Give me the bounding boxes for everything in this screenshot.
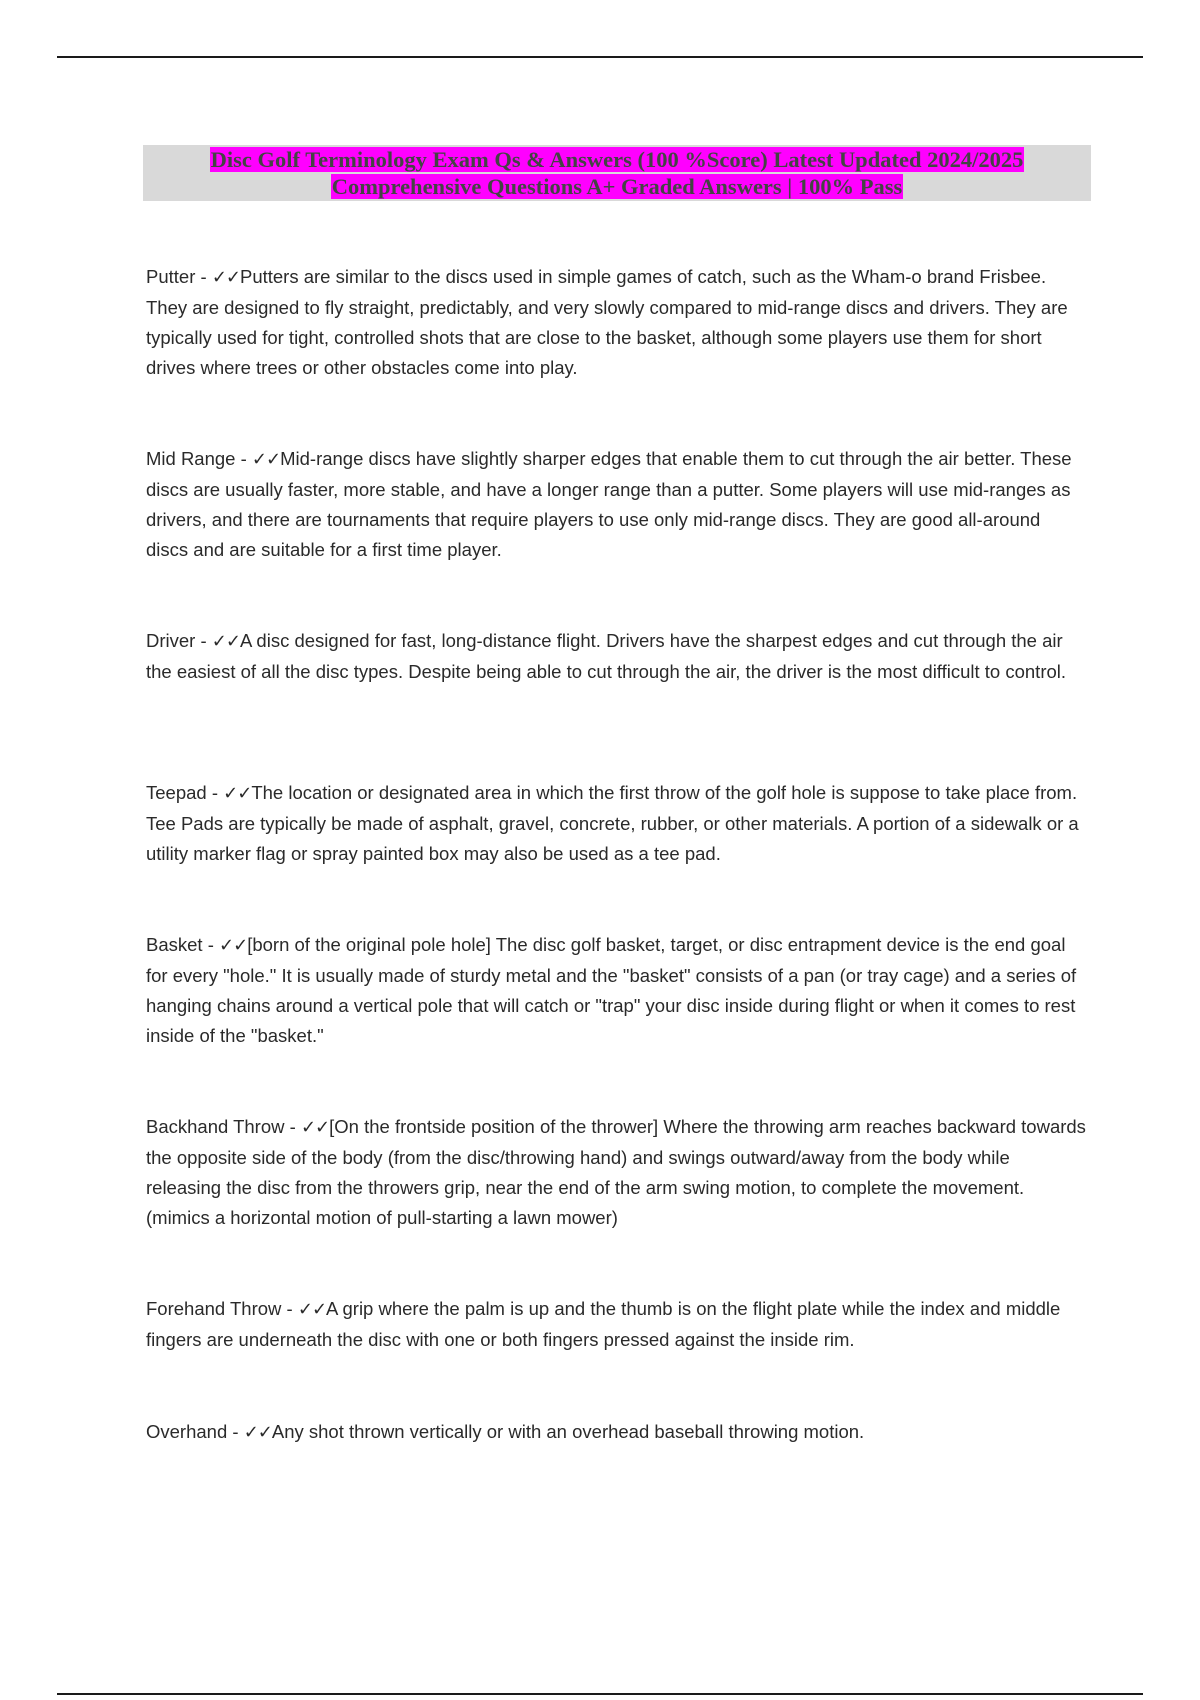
bottom-divider (57, 1693, 1143, 1695)
entry-term: Basket (146, 934, 203, 955)
entry-term: Overhand (146, 1421, 228, 1442)
top-divider (57, 56, 1143, 58)
document-title (143, 145, 1091, 201)
entry-overhand: Overhand - ✓✓Any shot thrown vertically or with an overhead baseball throwing motion. (146, 1421, 865, 1443)
entry-term: Backhand Throw (146, 1116, 285, 1137)
entry-forehand-throw: Forehand Throw - ✓✓A grip where the palm is up and the thumb is on the flight plate while the index and middle fingers are underneath the disc with one or both fingers pressed against the inside rim. (146, 1298, 1061, 1350)
check-mark-icon: ✓✓ (211, 267, 240, 288)
check-mark-icon: ✓✓ (219, 935, 248, 956)
check-mark-icon: ✓✓ (300, 1117, 330, 1138)
check-mark-icon: ✓✓ (251, 449, 281, 470)
entry-basket: Basket - ✓✓[born of the original pole hole] The disc golf basket, target, or disc entrapment device is the end goal for every "hole." It is usually made of sturdy metal and the "basket" consists of a pan (or tray cage) and a series of hanging chains around a vertical pole that will catch or "trap" your disc inside during flight or when it comes to rest inside of the "basket." (146, 934, 1077, 1046)
entry-putter: Putter - ✓✓Putters are similar to the discs used in simple games of catch, such as the Wham-o brand Frisbee. They are designed to fly straight, predictably, and very slowly compared to mid-range discs and drivers. They are typically used for tight, controlled shots that are close to the basket, although some players use them for short drives where trees or other obstacles come into play. (146, 266, 1068, 378)
entry-backhand-throw: Backhand Throw - ✓✓[On the frontside position of the thrower] Where the throwing arm reaches backward towards the opposite side of the body (from the disc/throwing hand) and swings outward/away from the body while releasing the disc from the throwers grip, near the end of the arm swing motion, to complete the movement. (mimics a horizontal motion of pull-starting a lawn mower) (146, 1116, 1086, 1228)
entry-term: Mid Range (146, 448, 236, 469)
entry-term: Teepad (146, 782, 207, 803)
entry-definition: [On the frontside position of the thrower] Where the throwing arm reaches backward towards the opposite side of the body (from the disc/throwing hand) and swings outward/away from the body while releasing the disc from the throwers grip, near the end of the arm swing motion, to complete the movement. (mimics a horizontal motion of pull-starting a lawn mower) (146, 1116, 1086, 1228)
entry-definition: The location or designated area in which the first throw of the golf hole is suppose to take place from. Tee Pads are typically be made of asphalt, gravel, concrete, rubber, or other materials. A portion of a sidewalk or a utility marker flag or spray painted box may also be used as a tee pad. (146, 782, 1079, 864)
entry-definition: [born of the original pole hole] The disc golf basket, target, or disc entrapment device is the end goal for every "hole." It is usually made of sturdy metal and the "basket" consists of a pan (or tray cage) and a series of hanging chains around a vertical pole that will catch or "trap" your disc inside during flight or when it comes to rest inside of the "basket." (146, 934, 1077, 1046)
entry-definition: Putters are similar to the discs used in simple games of catch, such as the Wham-o brand Frisbee. They are designed to fly straight, predictably, and very slowly compared to mid-range discs and drivers. They are typically used for tight, controlled shots that are close to the basket, although some players use them for short drives where trees or other obstacles come into play. (146, 266, 1068, 378)
entry-driver: Driver - ✓✓A disc designed for fast, long-distance flight. Drivers have the sharpest edges and cut through the air the easiest of all the disc types. Despite being able to cut through the air, the driver is the most difficult to control. (146, 630, 1067, 682)
entry-term: Putter (146, 266, 196, 287)
title-line-1: Disc Golf Terminology Exam Qs & Answers (100 %Score) Latest Updated 2024/2025 (210, 147, 1024, 172)
check-mark-icon: ✓✓ (243, 1422, 272, 1443)
check-mark-icon: ✓✓ (297, 1299, 327, 1320)
entry-definition: A disc designed for fast, long-distance flight. Drivers have the sharpest edges and cut through the air the easiest of all the disc types. Despite being able to cut through the air, the driver is the most difficult to control. (146, 630, 1067, 682)
entry-definition: Any shot thrown vertically or with an overhead baseball throwing motion. (271, 1421, 865, 1442)
check-mark-icon: ✓✓ (211, 631, 240, 652)
entry-teepad: Teepad - ✓✓The location or designated area in which the first throw of the golf hole is suppose to take place from. Tee Pads are typically be made of asphalt, gravel, concrete, rubber, or other materials. A portion of a sidewalk or a utility marker flag or spray painted box may also be used as a tee pad. (146, 782, 1079, 864)
check-mark-icon: ✓✓ (223, 783, 252, 804)
entry-definition: Mid-range discs have slightly sharper edges that enable them to cut through the air better. These discs are usually faster, more stable, and have a longer range than a putter. Some players will use mid-ranges as drivers, and there are tournaments that require players to use only mid-range discs. They are good all-around discs and are suitable for a first time player. (146, 448, 1072, 560)
entry-term: Forehand Throw (146, 1298, 282, 1319)
entry-term: Driver (146, 630, 196, 651)
title-line-2: Comprehensive Questions A+ Graded Answers | 100% Pass (331, 174, 903, 199)
entry-mid-range: Mid Range - ✓✓Mid-range discs have slightly sharper edges that enable them to cut through the air better. These discs are usually faster, more stable, and have a longer range than a putter. Some players will use mid-ranges as drivers, and there are tournaments that require players to use only mid-range discs. They are good all-around discs and are suitable for a first time player. (146, 448, 1072, 560)
entry-definition: A grip where the palm is up and the thumb is on the flight plate while the index and middle fingers are underneath the disc with one or both fingers pressed against the inside rim. (146, 1298, 1061, 1350)
